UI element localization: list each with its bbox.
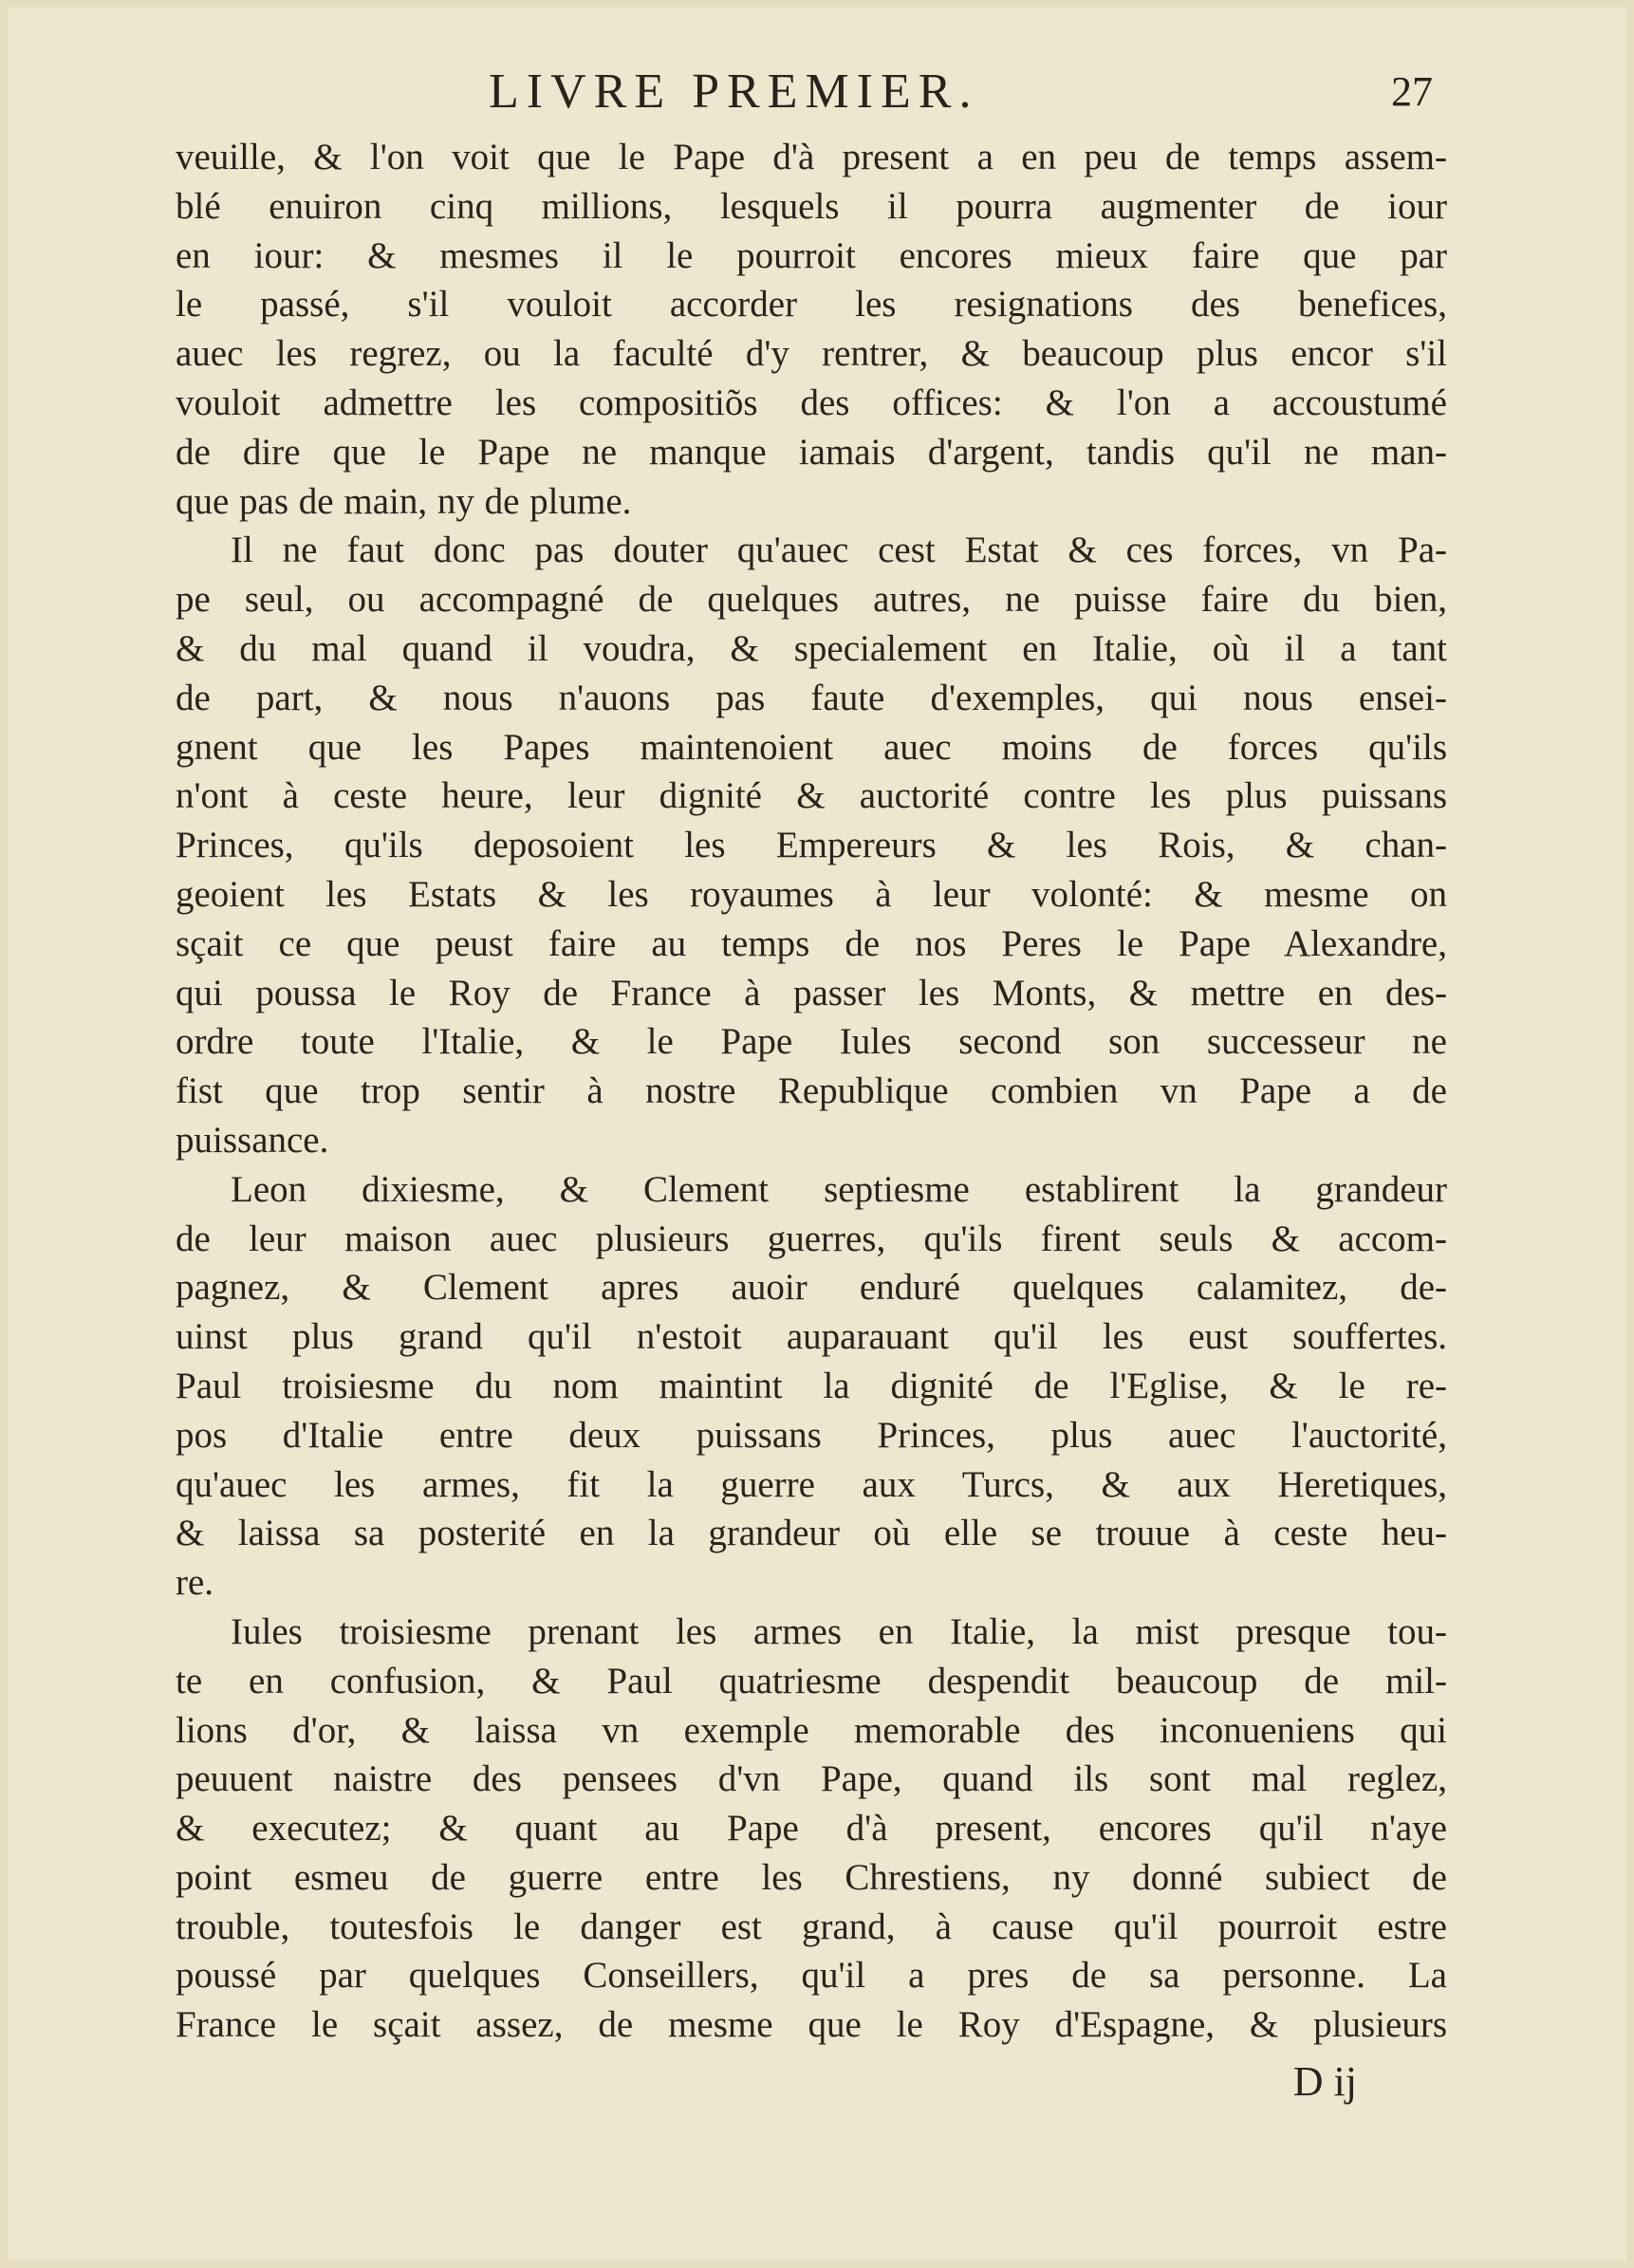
text-line: veuille, & l'on voit que le Pape d'à present a en peu de temps assem- <box>176 137 1447 177</box>
text-line: poussé par quelques Conseillers, qu'il a pres de sa personne. La <box>176 1955 1447 1997</box>
text-line: pe seul, ou accompagné de quelques autres, ne puisse faire du bien, <box>176 579 1447 621</box>
book-page <box>176 59 1447 2222</box>
text-line: Leon dixiesme, & Clement septiesme establirent la grandeur <box>231 1168 1447 1210</box>
running-title: LIVRE PREMIER. <box>489 65 979 119</box>
text-line: pos d'Italie entre deux puissans Princes, plus auec l'auctorité, <box>176 1414 1447 1456</box>
text-line: lions d'or, & laissa vn exemple memorable des inconueniens qui <box>176 1709 1447 1751</box>
text-line: Iules troisiesme prenant les armes en Italie, la mist presque tou- <box>231 1610 1447 1652</box>
text-line: & laissa sa posterité en la grandeur où elle se trouue à ceste heu- <box>176 1513 1447 1554</box>
text-line: ordre toute l'Italie, & le Pape Iules second son successeur ne <box>176 1021 1447 1063</box>
text-line: gnent que les Papes maintenoient auec moins de forces qu'ils <box>176 726 1447 768</box>
text-line: re. <box>176 1562 214 1604</box>
text-line: & du mal quand il voudra, & specialement en Italie, où il a tant <box>176 627 1447 669</box>
text-line: Princes, qu'ils deposoient les Empereurs & les Rois, & chan- <box>176 825 1447 866</box>
text-line: vouloit admettre les compositiõs des offices: & l'on a accoustumé <box>176 381 1447 423</box>
text-line: trouble, toutesfois le danger est grand, à cause qu'il pourroit estre <box>176 1905 1447 1947</box>
text-line: peuuent naistre des pensees d'vn Pape, quand ils sont mal reglez, <box>176 1758 1447 1800</box>
paragraph <box>176 133 1447 526</box>
text-line: te en confusion, & Paul quatriesme despendit beaucoup de mil- <box>176 1660 1447 1701</box>
text-line: point esmeu de guerre entre les Chrestiens, ny donné subiect de <box>176 1856 1447 1898</box>
paragraph <box>176 526 1447 1164</box>
text-line: qui poussa le Roy de France à passer les Monts, & mettre en des- <box>176 972 1447 1013</box>
text-line: France le sçait assez, de mesme que le Roy d'Espagne, & plusieurs <box>176 2004 1447 2046</box>
text-line: geoient les Estats & les royaumes à leur volonté: & mesme on <box>176 873 1447 915</box>
text-line: & executez; & quant au Pape d'à present, encores qu'il n'aye <box>176 1808 1447 1850</box>
text-line: uinst plus grand qu'il n'estoit auparauant qu'il les eust souffertes. <box>176 1316 1447 1358</box>
text-line: Paul troisiesme du nom maintint la dignité de l'Eglise, & le re- <box>176 1365 1447 1406</box>
signature-mark: D ij <box>1292 2058 1357 2105</box>
page-number: 27 <box>1391 68 1433 115</box>
text-line: le passé, s'il vouloit accorder les resignations des benefices, <box>176 284 1447 325</box>
text-line: n'ont à ceste heure, leur dignité & auctorité contre les plus puissans <box>176 775 1447 817</box>
text-line: fist que trop sentir à nostre Republique combien vn Pape a de <box>176 1070 1447 1112</box>
text-line: en iour: & mesmes il le pourroit encores mieux faire que par <box>176 234 1447 276</box>
text-line: qu'auec les armes, fit la guerre aux Turcs, & aux Heretiques, <box>176 1463 1447 1505</box>
page-header <box>176 59 1447 125</box>
text-line: sçait ce que peust faire au temps de nos Peres le Pape Alexandre, <box>176 922 1447 964</box>
text-line: Il ne faut donc pas douter qu'auec cest Estat & ces forces, vn Pa- <box>231 530 1447 571</box>
text-line: de dire que le Pape ne manque iamais d'argent, tandis qu'il ne man- <box>176 431 1447 473</box>
body-text <box>176 133 1447 2050</box>
text-line: que pas de main, ny de plume. <box>176 480 632 522</box>
text-line: blé enuiron cinq millions, lesquels il pourra augmenter de iour <box>176 185 1447 227</box>
paragraph <box>176 1608 1447 2050</box>
text-line: puissance. <box>176 1119 329 1161</box>
paragraph <box>176 1165 1447 1608</box>
text-line: auec les regrez, ou la faculté d'y rentrer, & beaucoup plus encor s'il <box>176 333 1447 375</box>
text-line: pagnez, & Clement apres auoir enduré quelques calamitez, de- <box>176 1267 1447 1309</box>
text-line: de leur maison auec plusieurs guerres, qu'ils firent seuls & accom- <box>176 1218 1447 1259</box>
text-line: de part, & nous n'auons pas faute d'exemples, qui nous ensei- <box>176 677 1447 718</box>
